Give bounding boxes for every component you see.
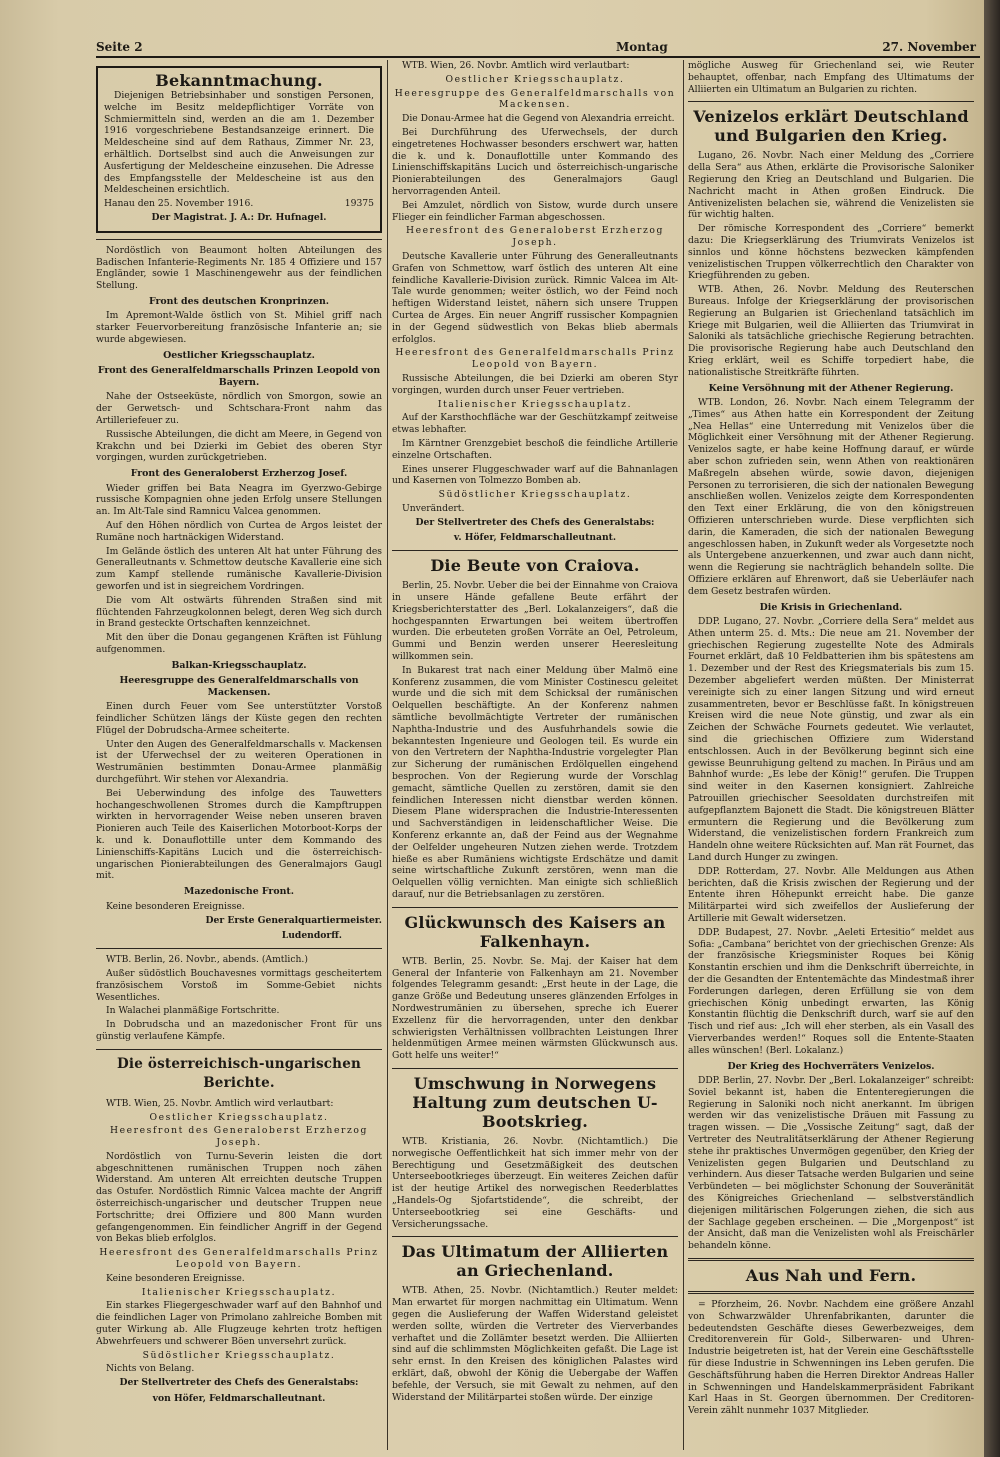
spaced-heading: Heeresfront des Generaloberst Erzherzog Joseph. [109,1125,369,1149]
spaced-heading: Italienischer Kriegsschauplatz. [141,1286,337,1298]
divider [688,1258,974,1261]
article-text: Keine besonderen Ereignisse. [106,900,245,912]
section-title: Aus Nah und Fern. [745,1266,917,1286]
article-text: Im Kärntner Grenzgebiet beschoß die feindliche Artillerie einzelne Ortschaften. [392,437,678,461]
article-text: Im Apremont-Walde östlich von St. Mihiel griff nach starker Feuervorbereitung französische Infanterie an; sie wurde abgewiesen. [96,310,382,346]
signature-title: Der Stellvertreter des Chefs des Generalstabs: [119,1377,359,1389]
signature-name: v. Höfer, Feldmarschalleutnant. [453,532,617,544]
article-text: WTB. Kristiania, 26. Novbr. (Nichtamtlich.) Die norwegische Oeffentlichkeit hat sich immer mehr von der Berechtigung und Gesetzmäßigkeit des deutschen Unterseebootkrieges überzeugt. Ein weiteres Zeichen dafür ist der heutige Artikel des norwegischen Reederblattes „Handels-Og Sjofartstidende“, die schreibt, der Unterseebootkrieg sei eine Geschäfts- und Versicherungssache. [392,1135,678,1230]
dateline: WTB. Berlin, 26. Novbr., abends. (Amtlich.) [106,954,308,966]
article-text: Eines unserer Fluggeschwader warf auf die Bahnanlagen und Kasernen von Tolmezzo Bomben ab. [392,463,678,487]
divider [96,948,382,949]
section-heading: Front des Generalfeldmarschalls Prinzen Leopold von Bayern. [97,365,381,388]
article-title: Die österreichisch-ungarischen Berichte. [117,1055,361,1091]
article-title: Umschwung in Norwegens Haltung zum deutschen U-Bootskrieg. [412,1073,658,1131]
notice-signature: Der Magistrat. J. A.: Dr. Hufnagel. [151,211,327,223]
article-text: DDP. Lugano, 27. Novbr. „Corriere della Sera“ meldet aus Athen unterm 25. d. Mts.: Die neue am 21. November der griechischen Regierung zugestellte Note des Admirals Fournet erklärt, daß 10 Feldbatterien ihm bis spätestens am 1. Dezember und der Rest des Kriegsmaterials bis zum 15. Dezember abgeliefert werden müßten. Der Ministerrat vereinigte sich zu einer langen Sitzung und wird erneut zusammentreten, bevor er Beschlüsse faßt. In königstreuen Kreisen wird die neue Note günstig, und zwar als ein Zeichen der Schwäche Fournets gedeutet. Wie verlautet, sind die griechischen Offiziere zum Widerstand entschlossen. Auch in der Bevölkerung beginnt sich eine gewisse Beunruhigung geltend zu machen. In Piräus und am Bahnhof wurde: „Es lebe der König!“ gerufen. Die Truppen sind weiter in den Kasernen konsigniert. Zahlreiche Patrouillen griechischer Seesoldaten durchstreifen mit aufgepflanztem Bajonett die Stadt. Die königstreuen Blätter ermuntern die Regierung und die Bevölkerung zum Widerstand, die venizelistischen fordern Frankreich zum Handeln ohne weitere Rücksichten auf. Man rät Fournet, das Land durch Hunger zu zwingen. [688,616,974,864]
section-heading: Front des deutschen Kronprinzen. [148,295,330,307]
article-text: Die vom Alt ostwärts führenden Straßen sind mit flüchtenden Fahrzeugkolonnen belegt, deren Weg sich durch in Brand gesteckte Ortschaften kennzeichnet. [96,594,382,630]
column-3 [688,60,974,1450]
page-header [96,36,980,58]
article-text: Nahe der Ostseeküste, nördlich von Smorgon, sowie an der Gerwetsch- und Schtschara-Front nahm das Artilleriefeuer zu. [96,391,382,426]
signature-name: Ludendorff. [281,930,342,942]
divider [392,550,678,551]
article-text: Deutsche Kavallerie unter Führung des Generalleutnants Grafen von Schmettow, warf östlich des unteren Alt eine feindliche Kavallerie-Division zurück. Rimnic Valcea im Alt-Tale wurde genommen; weiter östlich, wo der Feind noch heftigen Widerstand leistet, nähern sich unsere Truppen Curtea de Arges. Ein neuer Angriff russischer Kompagnien in der Gegend südwestlich von Bekas blieb abermals erfolglos. [392,250,678,345]
divider [96,239,382,240]
notice-box [96,66,382,233]
article-text: Russische Abteilungen, die dicht am Meere, in Gegend von Krakchn und bei Dzierki im Gebiet des oberen Styr vorgingen, wurden zurückgetrieben. [96,428,382,464]
article-text: Auf den Höhen nördlich von Curtea de Argos leistet der Rumäne noch hartnäckigen Widerstand. [96,520,382,543]
article-text: WTB. Athen, 26. Novbr. Meldung des Reuterschen Bureaus. Infolge der Kriegserklärung der provisorischen Regierung an Bulgarien ist Griechenland tatsächlich im Kriege mit Bulgarien, weil die Alliierten das Triumvirat in Saloniki als tatsächliche griechische Regierung betrachten. Die provisorische Regierung habe auch Deutschland den Krieg erklärt, weil es Schiffe torpediert habe, die nationalistische Streitkräfte führten. [688,284,974,378]
section-heading: Oestlicher Kriegsschauplatz. [163,349,315,361]
notice-place-line [104,198,374,210]
notice-title: Bekanntmachung. [155,71,323,90]
article-text: WTB. Berlin, 25. Novbr. Se. Maj. der Kaiser hat dem General der Infanterie von Falkenhayn am 21. November folgendes Telegramm gesandt: „Erst heute in der Lage, die ganze Größe und Bedeutung unseres glänzenden Erfolges in Nordwestrumänien zu übersehen, spreche ich Euerer Exzellenz für die hervorragenden, unter den denkbar schwierigsten Verhältnissen vollbrachten Leistungen Ihrer heldenmütigen Armee meinen wärmsten Glückwunsch aus. Gott helfe uns weiter!“ [392,955,678,1062]
article-text: Ein starkes Fliegergeschwader warf auf den Bahnhof und die feindlichen Lager von Primolano zahlreiche Bomben mit guter Wirkung ab. Alle Flugzeuge kehrten trotz heftigen Abwehrfeuers und schwerer Böen unversehrt zurück. [96,1300,382,1347]
section-heading: Die Krisis in Griechenland. [759,601,903,613]
section-heading: Balkan-Kriegsschauplatz. [171,659,307,671]
article-text: Unter den Augen des Generalfeldmarschalls v. Mackensen ist der Uferwechsel der zu weiteren Operationen in Westrumänien bestimmten Donau-Armee planmäßig durchgeführt. Wir stehen vor Alexandria. [96,738,382,786]
spaced-heading: Heeresgruppe des Generalfeldmarschalls von Mackensen. [394,87,676,111]
article-text: Bei Amzulet, nördlich von Sistow, wurde durch unsere Flieger ein feindlicher Farman abgeschossen. [392,199,678,223]
article-title: Die Beute von Craiova. [430,556,640,576]
divider [392,1236,678,1237]
article-title: Glückwunsch des Kaisers an Falkenhayn. [404,912,666,951]
article-text: Wieder griffen bei Bata Neagra im Gyerzwo-Gebirge russische Kompagnien ohne jeden Erfolg unsere Stellungen an. Im Alt-Tale sind Ramnicu Valcea genommen. [96,482,382,518]
spaced-heading: Südöstlicher Kriegsschauplatz. [438,489,632,501]
article-text: In Bukarest trat nach einer Meldung über Malmö eine Konferenz zusammen, die vom Minister Costinescu geleitet wurde und die sich mit dem Schicksal der rumänischen Oelquellen beschäftigte. An der Konferenz nahmen sämtliche bevollmächtigte Vertreter der rumänischen Naphtha-Industrie und des Ausfuhrhandels sowie die bekanntesten Ingenieure und Geologen teil. Es wurde ein von den Vertretern der Naphtha-Industrie vorgelegter Plan zur Sicherung der rumänischen Erdölquellen eingehend besprochen. Von der Regierung wurde der Vorschlag gemacht, sämtliche Quellen zu zerstören, damit sie den feindlichen Interessen nicht dienstbar werden können. Diesem Plane widersprachen die Industrie-Interessenten und Sachverständigen in leidenschaftlicher Weise. Die Konferenz erkannte an, daß der Feind aus der Wegnahme der Oelfelder ungeheuren Nutzen ziehen werde. Trotzdem hieße es aber Rumäniens wichtigste Erdschätze und damit seine wirtschaftliche Zukunft zerstören, wenn man die Oelquellen völlig vernichten. Man einigte sich schließlich darauf, nur die Betriebsanlagen zu zerstören. [392,664,678,900]
divider [688,1291,974,1294]
notice-number: 19375 [344,198,374,210]
article-text: Mit den über die Donau gegangenen Kräften ist Fühlung aufgenommen. [96,632,382,655]
article-text: Der römische Korrespondent des „Corriere“ bemerkt dazu: Die Kriegserklärung des Triumvirats Venizelos ist sinnlos und könne höchstens bezwecken kämpfenden venizelistischen Truppen völkerrechtlich den Charakter von Kriegführenden zu geben. [688,223,974,282]
spaced-heading: Italienischer Kriegsschauplatz. [437,398,633,410]
article-text: Berlin, 25. Novbr. Ueber die bei der Einnahme von Craiova in unsere Hände gefallene Beute erfährt der Kriegsberichterstatter des „Berl. Lokalanzeigers“, daß die hochgespannten Erwartungen bei weitem übertroffen wurden. Die erbeuteten großen Vorräte an Oel, Petroleum, Gummi und Benzin werden unserer Heeresleitung willkommen sein. [392,580,678,663]
article-text: Einen durch Feuer vom See unterstützter Vorstoß feindlicher Schützen längs der Küste gegen den rechten Flügel der Dobrudscha-Armee scheiterte. [96,701,382,736]
section-heading: Mazedonische Front. [183,886,295,898]
article-text: DDP. Berlin, 27. Novbr. Der „Berl. Lokalanzeiger“ schreibt: Soviel bekannt ist, haben die Ententeregierungen die Regierung in Saloniki noch nicht anerkannt. Im übrigen werden wir das venizelistische Dräuen mit Fassung zu tragen wissen. — Die „Vossische Zeitung“ sagt, daß der Vertreter des Neutralitätserklärung der Athener Regierung stehe ihr praktisches Unvermögen gegenüber, den Krieg der Venizelisten gegen Bulgarien und Deutschland zu verhindern. Aus dieser Tatsache werden Bulgarien und seine Verbündeten — bei möglichster Schonung der Souveränität des Königreiches Griechenland — selbstverständlich diejenigen militärischen Folgerungen ziehen, die sich aus der Sachlage gegeben erscheinen. — Die „Morgenpost“ ist der Ansicht, daß man die Venizelisten wohl als Freischärler behandeln könne. [688,1075,974,1252]
column-rule [683,60,684,1450]
column-2 [392,60,678,1450]
spaced-heading: Heeresfront des Generaloberst Erzherzog Joseph. [405,225,665,249]
spaced-heading: Heeresfront des Generalfeldmarschalls Prinz Leopold von Bayern. [395,347,675,371]
page-number: Seite 2 [96,40,143,54]
article-text: = Pforzheim, 26. Novbr. Nachdem eine größere Anzahl von Schwarzwälder Uhrenfabrikanten, darunter die bedeutendsten Geschäfte dieses Gewerbezweiges, dem Creditorenverein für Gold-, Silberwaren- und Uhren-Industrie beigetreten ist, hat der Verein eine Geschäftsstelle für diese Industrie in Schwenningen ins Leben gerufen. Die Geschäftsführung haben die Herren Direktor Andreas Haller in Schwenningen und Handelskammerpräsident Fabrikant Karl Haas in St. Georgen übernommen. Der Creditoren-Verein zählt nunmehr 1037 Mitglieder. [688,1299,974,1417]
spaced-heading: Heeresfront des Generalfeldmarschalls Prinz Leopold von Bayern. [99,1247,379,1271]
article-title: Venizelos erklärt Deutschland und Bulgarien den Krieg. [693,107,969,146]
signature-title: Der Stellvertreter des Chefs des Generalstabs: [415,516,655,528]
signature-name: von Höfer, Feldmarschalleutnant. [152,1393,326,1405]
article-text: Außer südöstlich Bouchavesnes vormittags gescheitertem französischem Vorstoß im Somme-Gebiet nichts Wesentliches. [96,967,382,1003]
article-text: WTB. London, 26. Novbr. Nach einem Telegramm der „Times“ aus Athen hatte ein Korrespondent der Zeitung „Nea Hellas“ eine Unterredung mit Venizelos über die Möglichkeit einer Versöhnung mit der Athener Regierung. Venizelos sagte, er habe keine Hoffnung darauf, er würde aber schon zufrieden sein, wenn Athen von reaktionären Maßregeln absehen würde, sowie davon, diejenigen Personen zu terrorisieren, die sich der nationalen Bewegung anschließen wollen. Venizelos zeigte dem Korrespondenten den Text einer Erklärung, die von den königstreuen Offizieren unterschrieben wurde. Diese verpflichten sich darin, die Kameraden, die sich der nationalen Bewegung angeschlossen haben, in Zukunft weder als Vorgesetzte noch als Untergebene anzuerkennen, und zwar auch dann nicht, wenn die Regierung sie nachträglich behandeln sollte. Die Offiziere erklären auf Ehrenwort, daß sie Ueberläufer nach dem Gesetz bestrafen würden. [688,397,974,597]
article-text: Lugano, 26. Novbr. Nach einer Meldung des „Corriere della Sera“ aus Athen, erklärte die Provisorische Saloniker Regierung den Krieg an Deutschland und Bulgarien. Die Nachricht macht in Athen großen Eindruck. Die Antivenizelisten belachen sie, während die Venizelisten sie für wichtig halten. [688,150,974,221]
article-text: Unverändert. [402,502,465,514]
article-text: In Walachei planmäßige Fortschritte. [106,1005,280,1017]
article-text: Im Gelände östlich des unteren Alt hat unter Führung des Generalleutnants v. Schmettow deutsche Kavallerie eine sich zum Kampf stellende rumänische Kavallerie-Division geworfen und ist in siegreichem Vordringen. [96,545,382,592]
spaced-heading: Oestlicher Kriegsschauplatz. [149,1111,329,1123]
article-text: DDP. Rotterdam, 27. Novbr. Alle Meldungen aus Athen berichten, daß die Krisis zwischen der Regierung und der Entente ihren Höhepunkt erreicht habe. Die ganze Militärpartei wird sich zweifellos der Auslieferung der Artillerie mit Gewalt widersetzen. [688,865,974,924]
article-text: Bei Ueberwindung des infolge des Tauwetters hochangeschwollenen Stromes durch die Kampftruppen wirkten in hervorragender Weise neben unseren braven Pionieren auch Teile des Kaiserlichen Motorboot-Korps der k. und k. Donauflottille unter dem Kommando des Linienschiffs-Kapitäns Lucich und die österreichisch-ungarischen Pionierabteilungen des Generalmajors Gaugl mit. [96,787,382,882]
dateline: WTB. Wien, 26. Novbr. Amtlich wird verlautbart: [402,60,630,71]
article-title: Das Ultimatum der Alliierten an Griechenland. [401,1242,669,1281]
spaced-heading: Oestlicher Kriegsschauplatz. [445,73,625,85]
article-text: Nordöstlich von Beaumont holten Abteilungen des Badischen Infanterie-Regiments Nr. 185 4 Offiziere und 157 Engländer, sowie 1 Maschinengewehr aus der feindlichen Stellung. [96,244,382,292]
article-text: Die Donau-Armee hat die Gegend von Alexandria erreicht. [402,113,675,125]
article-text: Russische Abteilungen, die bei Dzierki am oberen Styr vorgingen, wurden durch unser Feuer vertrieben. [392,372,678,396]
column-rule [387,60,388,1450]
signature-title: Der Erste Generalquartiermeister. [205,914,382,926]
article-text: Nordöstlich von Turnu-Severin leisten die dort abgeschnittenen rumänischen Truppen noch zähen Widerstand. Am unteren Alt erreichten deutsche Truppen das Ostufer. Nordöstlich Rimnic Valcea machte der Angriff österreichisch-ungarischer und deutscher Truppen neue Fortschritte; drei Offiziere und 800 Mann wurden gefangengenommen. Ein feindlicher Angriff in der Gegend von Bekas blieb erfolglos. [96,1150,382,1245]
section-heading: Heeresgruppe des Generalfeldmarschalls von Mackensen. [119,675,359,698]
article-text: Keine besonderen Ereignisse. [106,1272,245,1284]
column-1 [96,60,382,1450]
section-heading: Der Krieg des Hochverräters Venizelos. [727,1060,935,1072]
divider [96,1049,382,1050]
divider [392,1068,678,1069]
article-text: Bei Durchführung des Uferwechsels, der durch eingetretenes Hochwasser besonders erschwert war, hatten die k. und k. Donauflottille unter Kommando des Linienschiffskapitäns Lucich und österreichisch-ungarische Pionierabteilungen des Generalmajors Gaugl hervorragenden Anteil. [392,126,678,197]
article-text: WTB. Athen, 25. Novbr. (Nichtamtlich.) Reuter meldet: Man erwartet für morgen nachmittag ein Ultimatum. Wenn gegen die Auslieferung der Waffen Widerstand geleistet werden sollte, würden die Vertreter des Vierverbandes verhaftet und die Zollämter besetzt werden. Die Alliierten sind auf die schlimmsten Möglichkeiten gefaßt. Die Lage ist sehr ernst. In den Kreisen des königlichen Palastes wird erklärt, daß, obwohl der König die Uebergabe der Waffen befehle, der Versuch, sie mit Gewalt zu nehmen, auf den Widerstand der Militärpartei stoßen würde. Der einzige [392,1285,678,1403]
spaced-heading: Südöstlicher Kriegsschauplatz. [142,1349,336,1361]
issue-date: 27. November [882,40,976,54]
dateline: WTB. Wien, 25. Novbr. Amtlich wird verlautbart: [106,1097,334,1109]
divider [688,101,974,102]
article-text: Auf der Karsthochfläche war der Geschützkampf zeitweise etwas lebhafter. [392,412,678,436]
article-text: mögliche Ausweg für Griechenland sei, wie Reuter behauptet, offenbar, nach Empfang des Ultimatums der Alliierten ein Ultimatum an Bulgarien zu richten. [688,60,974,95]
divider [392,907,678,908]
notice-text: Diejenigen Betriebsinhaber und sonstigen Personen, welche im Besitz meldepflichtiger Vorräte von Schmiermitteln sind, werden an die am 1. Dezember 1916 vorgeschriebene Bestandsanzeige erinnert. Die Meldescheine sind auf dem Rathaus, Zimmer Nr. 23, erhältlich. Dortselbst sind auch die Anweisungen zur Ausfertigung der Meldescheine einzusehen. Die Adresse des Empfangsstelle der Meldescheine ist aus den Meldescheinen ersichtlich. [104,90,374,196]
article-text: Nichts von Belang. [106,1363,195,1375]
section-heading: Front des Generaloberst Erzherzog Josef. [130,468,348,480]
section-heading: Keine Versöhnung mit der Athener Regierung. [708,382,954,394]
article-text: DDP. Budapest, 27. Novbr. „Aeleti Ertesitio“ meldet aus Sofia: „Cambana“ berichtet von der griechischen Grenze: Als der französische Kriegsminister Roques bei König Konstantin erschien und ihm die Denkschrift überreichte, in der die Gesandten der Ententemächte das Mindestmaß ihrer Forderungen darlegen, deren Erfüllung sie von dem griechischen König unbedingt erwarten, las König Konstantin flüchtig die Denkschrift durch, warf sie auf den Tisch und rief aus: „Ich will eher sterben, als ein Vasall des Vierverbandes werden!“ Roques soll die Entente-Staaten alles wünschen! (Berl. Lokalanz.) [688,926,974,1056]
notice-place: Hanau den 25. November 1916. [104,198,254,210]
weekday: Montag [616,40,668,54]
page-edge [984,0,1000,1457]
article-text: In Dobrudscha und an mazedonischer Front für uns günstig verlaufene Kämpfe. [96,1019,382,1042]
